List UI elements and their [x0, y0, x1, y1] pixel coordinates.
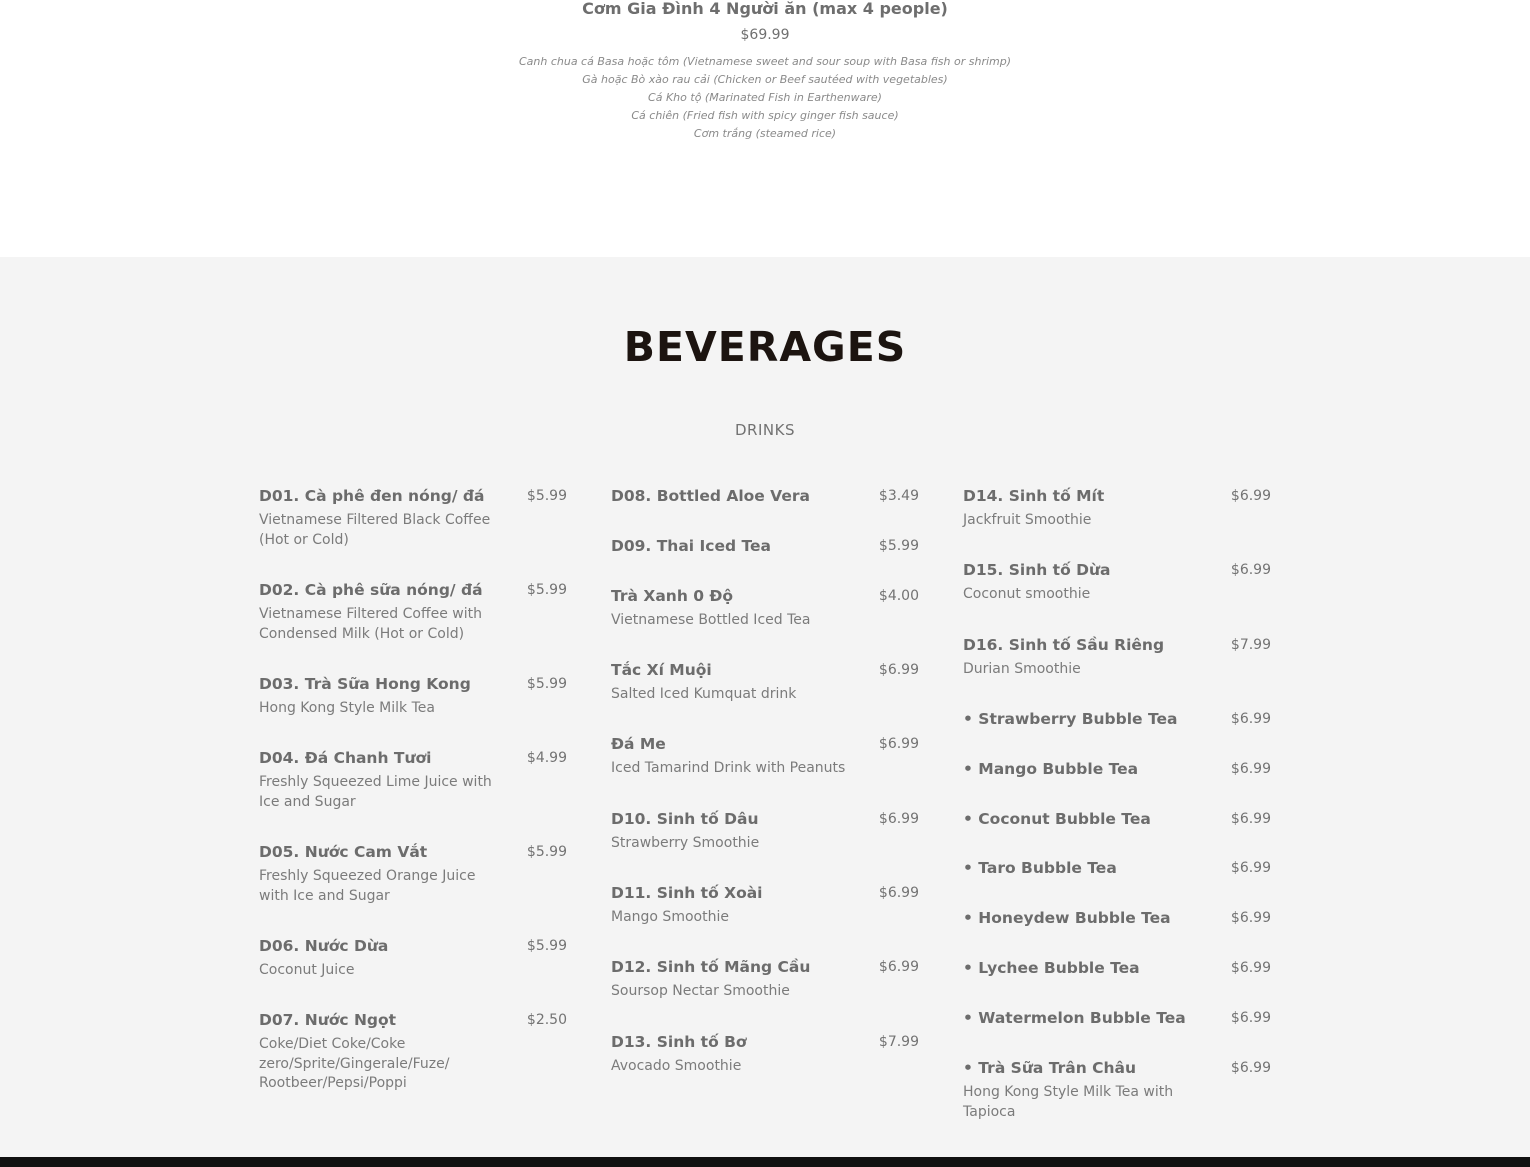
- item-price: $6.99: [1230, 1010, 1271, 1026]
- item-name: D12. Sinh tố Mãng Cầu: [611, 958, 811, 976]
- item-name: D02. Cà phê sữa nóng/ đá: [259, 581, 483, 599]
- family-meal-price: $69.99: [740, 27, 790, 43]
- item-price: $7.99: [878, 1034, 919, 1050]
- item-name: D10. Sinh tố Dâu: [611, 810, 759, 828]
- item-price: $5.99: [526, 938, 567, 954]
- item-price: $5.99: [526, 582, 567, 598]
- footer-bar: [0, 1157, 1530, 1167]
- family-meal-dish-list: [0, 53, 1530, 143]
- item-name: D08. Bottled Aloe Vera: [611, 487, 810, 505]
- family-meal-dish: Gà hoặc Bò xào rau cải (Chicken or Beef sautéed with vegetables): [582, 73, 948, 86]
- item-name: D03. Trà Sữa Hong Kong: [259, 675, 471, 693]
- item-description: Strawberry Smoothie: [611, 835, 760, 851]
- item-price: $6.99: [1230, 562, 1271, 578]
- item-name: D04. Đá Chanh Tươi: [259, 749, 432, 767]
- item-price: $6.99: [878, 811, 919, 827]
- item-name: D06. Nước Dừa: [259, 937, 389, 955]
- item-name: D05. Nước Cam Vắt: [259, 843, 428, 861]
- item-price: $5.99: [526, 676, 567, 692]
- item-description: Mango Smoothie: [611, 909, 729, 925]
- item-name: • Lychee Bubble Tea: [963, 959, 1140, 977]
- item-price: $6.99: [1230, 1060, 1271, 1076]
- item-name: D11. Sinh tố Xoài: [611, 884, 763, 902]
- item-name: D13. Sinh tố Bơ: [611, 1033, 747, 1051]
- drinks-subheading: DRINKS: [735, 421, 795, 439]
- family-meal-dish: Cá chiên (Fried fish with spicy ginger fish sauce): [631, 109, 899, 122]
- item-name: D07. Nước Ngọt: [259, 1011, 397, 1029]
- item-price: $6.99: [878, 736, 919, 752]
- item-price: $6.99: [878, 662, 919, 678]
- item-description: Durian Smoothie: [963, 661, 1081, 677]
- item-price: $7.99: [1230, 637, 1271, 653]
- item-price: $3.49: [878, 488, 919, 504]
- family-meal-dish: Canh chua cá Basa hoặc tôm (Vietnamese sweet and sour soup with Basa fish or shrimp): [518, 55, 1012, 68]
- item-name: • Trà Sữa Trân Châu: [963, 1059, 1137, 1077]
- item-price: $4.00: [878, 588, 919, 604]
- beverages-heading: BEVERAGES: [623, 323, 907, 371]
- item-price: $5.99: [526, 488, 567, 504]
- item-name: Tắc Xí Muội: [611, 661, 712, 679]
- item-price: $4.99: [526, 750, 567, 766]
- item-name: • Strawberry Bubble Tea: [963, 710, 1178, 728]
- item-description: Iced Tamarind Drink with Peanuts: [611, 760, 846, 776]
- item-description: Freshly Squeezed Orange Juice with Ice and Sugar: [259, 868, 476, 904]
- family-meal-section: [0, 0, 1530, 257]
- item-description: Vietnamese Bottled Iced Tea: [611, 612, 811, 628]
- item-description: Avocado Smoothie: [611, 1058, 742, 1074]
- item-name: • Mango Bubble Tea: [963, 760, 1139, 778]
- item-name: • Watermelon Bubble Tea: [963, 1009, 1186, 1027]
- item-name: D14. Sinh tố Mít: [963, 487, 1105, 505]
- item-name: • Coconut Bubble Tea: [963, 810, 1151, 828]
- item-price: $6.99: [1230, 860, 1271, 876]
- item-description: Coke/Diet Coke/Coke zero/Sprite/Gingerale/Fuze/ Rootbeer/Pepsi/Poppi: [259, 1036, 450, 1091]
- item-name: D01. Cà phê đen nóng/ đá: [259, 487, 485, 505]
- item-name: • Taro Bubble Tea: [963, 859, 1117, 877]
- item-name: • Honeydew Bubble Tea: [963, 909, 1171, 927]
- item-price: $5.99: [526, 844, 567, 860]
- item-description: Hong Kong Style Milk Tea with Tapioca: [963, 1084, 1174, 1120]
- item-description: Coconut Juice: [259, 962, 355, 978]
- item-name: D16. Sinh tố Sầu Riêng: [963, 636, 1165, 654]
- item-description: Soursop Nectar Smoothie: [611, 983, 790, 999]
- family-meal-title: Cơm Gia Đình 4 Người ăn (max 4 people): [582, 0, 948, 18]
- item-price: $6.99: [1230, 910, 1271, 926]
- family-meal-dish: Cá Kho tộ (Marinated Fish in Earthenware): [648, 91, 882, 104]
- beverages-section: [0, 257, 1530, 1157]
- item-price: $6.99: [1230, 488, 1271, 504]
- item-description: Freshly Squeezed Lime Juice with Ice and Sugar: [259, 774, 492, 810]
- item-price: $6.99: [1230, 711, 1271, 727]
- item-description: Vietnamese Filtered Coffee with Condensed Milk (Hot or Cold): [259, 606, 483, 642]
- item-name: Đá Me: [611, 735, 666, 753]
- item-price: $6.99: [878, 885, 919, 901]
- item-price: $2.50: [526, 1012, 567, 1028]
- item-price: $6.99: [878, 959, 919, 975]
- item-description: Jackfruit Smoothie: [963, 512, 1092, 528]
- item-description: Coconut smoothie: [963, 586, 1091, 602]
- item-name: D09. Thai Iced Tea: [611, 537, 771, 555]
- item-name: Trà Xanh 0 Độ: [611, 587, 734, 605]
- item-description: Vietnamese Filtered Black Coffee (Hot or Cold): [259, 512, 491, 548]
- item-price: $6.99: [1230, 761, 1271, 777]
- item-name: D15. Sinh tố Dừa: [963, 561, 1111, 579]
- item-price: $6.99: [1230, 811, 1271, 827]
- item-price: $5.99: [878, 538, 919, 554]
- item-description: Salted Iced Kumquat drink: [611, 686, 797, 702]
- family-meal-dish: Cơm trắng (steamed rice): [693, 127, 837, 140]
- item-price: $6.99: [1230, 960, 1271, 976]
- item-description: Hong Kong Style Milk Tea: [259, 700, 435, 716]
